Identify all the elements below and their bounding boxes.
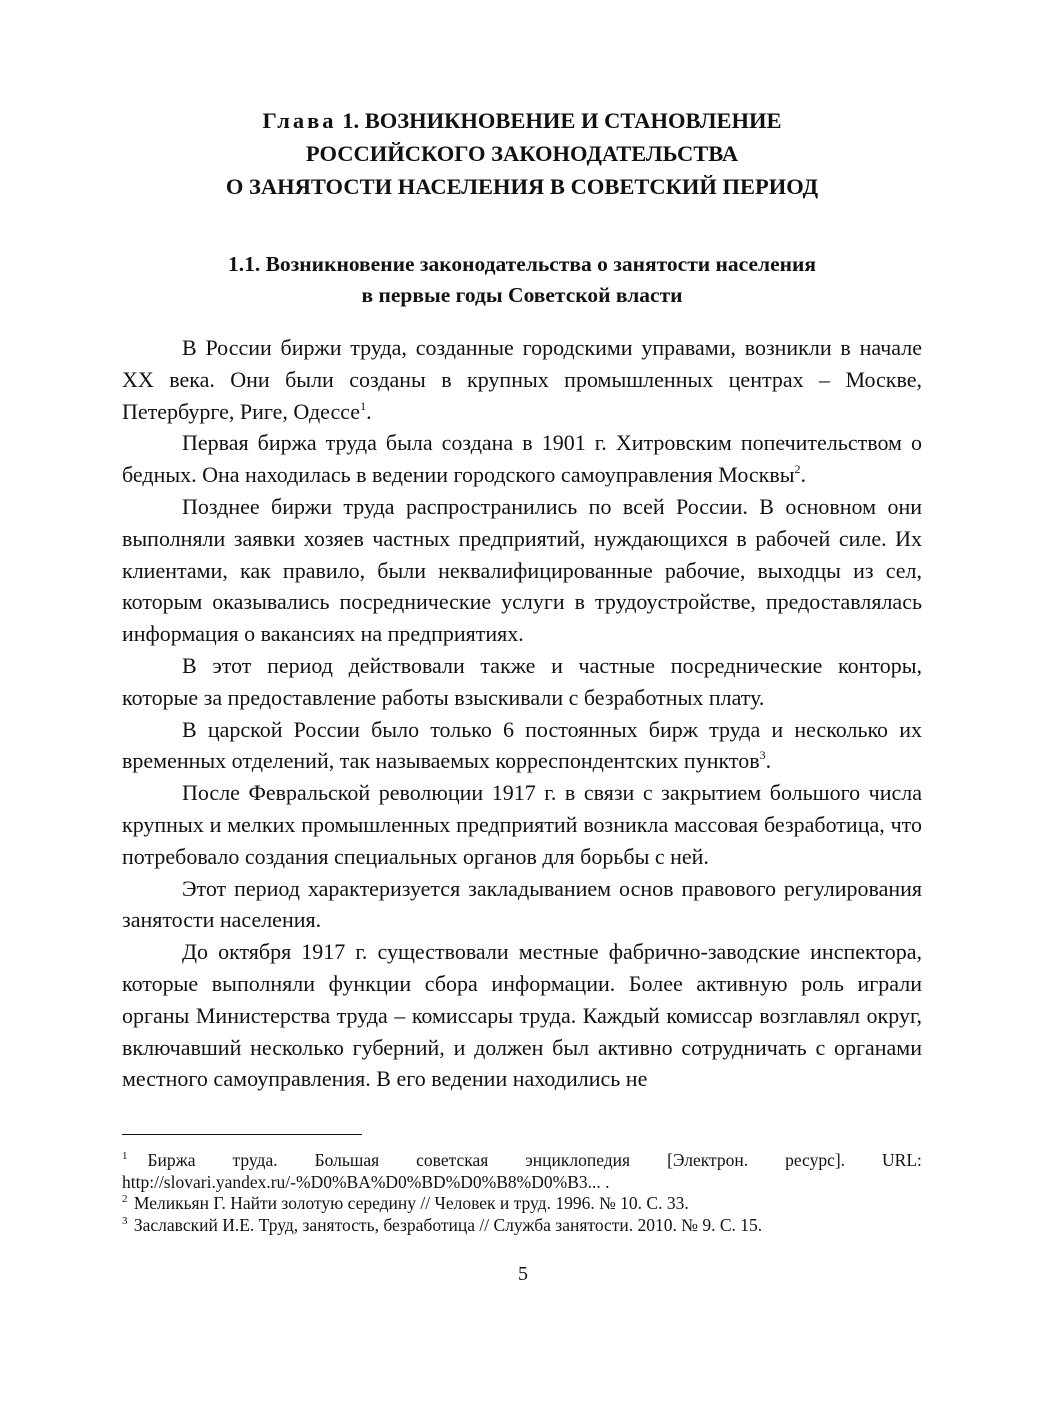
paragraph: До октября 1917 г. существовали местные фабрично-заводские инспектора, которые выполняли функции сбора информации. Более активную роль играли органы Министерства труда – комиссары труда. Каждый комиссар возглавлял округ, включавший несколько губерний, и должен был активно сотрудничать с органами местного самоуправления. В его ведении находились не bbox=[122, 939, 922, 1092]
chapter-title bbox=[122, 104, 922, 203]
section-title bbox=[122, 249, 922, 311]
chapter-title-line-1 bbox=[122, 104, 922, 137]
paragraph: Позднее биржи труда распространились по всей России. В основном они выполняли заявки хозяев частных предприятий, нуждающихся в рабочей силе. Их клиентами, как правило, были неквалифицированные рабочие, выходцы из сел, которым оказывались посреднические услуги в трудоустройстве, предоставлялась информация о вакансиях на предприятиях. bbox=[122, 493, 922, 647]
footnote-ref: 3 bbox=[759, 748, 766, 763]
footnote-word: труда. bbox=[232, 1150, 278, 1170]
footnote-text: Заславский И.Е. Труд, занятость, безработица // Служба занятости. 2010. № 9. С. 15. bbox=[133, 1214, 763, 1235]
page-number: 5 bbox=[518, 1263, 528, 1285]
chapter-label: Глава bbox=[262, 108, 337, 133]
footnote-2 bbox=[122, 1193, 922, 1215]
footnote-1-url: http://slovari.yandex.ru/-%D0%BA%D0%BD%D0%B8%D0%B3... . bbox=[122, 1171, 610, 1192]
footnote-text: Меликьян Г. Найти золотую середину // Человек и труд. 1996. № 10. С. 33. bbox=[133, 1193, 689, 1213]
footnote-word: [Электрон. bbox=[667, 1150, 749, 1170]
chapter-title-text: 1. ВОЗНИКНОВЕНИЕ И СТАНОВЛЕНИЕ bbox=[342, 108, 782, 133]
footnote-number: 3 bbox=[122, 1214, 128, 1227]
footnote-word: Биржа bbox=[147, 1150, 196, 1170]
footnote-separator bbox=[122, 1134, 362, 1135]
footnote-number-sup: 1 bbox=[122, 1150, 128, 1162]
footnote-word: советская bbox=[416, 1150, 489, 1170]
footnote-3 bbox=[122, 1215, 922, 1237]
footnote-ref: 2 bbox=[794, 462, 801, 477]
paragraph: В этот период действовали также и частные посреднические конторы, которые за предоставление работы взыскивали с безработных плату. bbox=[122, 652, 922, 710]
paragraph: Первая биржа труда была создана в 1901 г. Хитровским попечительством о бедных. Она находилась в ведении городского самоуправления Москвы$^2$. bbox=[122, 430, 922, 488]
footnote-number bbox=[122, 1150, 196, 1172]
footnotes bbox=[122, 1150, 922, 1236]
chapter-title-line-3: О ЗАНЯТОСТИ НАСЕЛЕНИЯ В СОВЕТСКИЙ ПЕРИОД bbox=[225, 174, 819, 199]
footnote-number: 2 bbox=[122, 1193, 128, 1205]
footnote-ref: 1 bbox=[360, 398, 367, 413]
paragraph: В России биржи труда, созданные городскими управами, возникли в начале XX века. Они были созданы в крупных промышленных центрах – Москве, Петербурге, Риге, Одессе$^1$. bbox=[122, 335, 922, 424]
footnote-word: Большая bbox=[314, 1150, 380, 1170]
paragraph: В царской России было только 6 постоянных бирж труда и несколько их временных отделений, так называемых корреспондентских пунктов$^3$. bbox=[122, 716, 922, 774]
footnote-word: ресурс]. bbox=[785, 1150, 846, 1170]
paragraph-text: В царской России было только 6 постоянных бирж труда и несколько их временных отделений, так называемых корреспондентских пунктов bbox=[122, 716, 922, 774]
body-text bbox=[122, 332, 922, 1095]
paragraph-text: В России биржи труда, созданные городскими управами, возникли в начале XX века. Они были созданы в крупных промышленных центрах – Москве, Петербурге, Риге, Одессе bbox=[122, 335, 922, 424]
paragraph: Этот период характеризуется закладыванием основ правового регулирования занятости населения. bbox=[122, 875, 922, 933]
chapter-title-line-2: РОССИЙСКОГО ЗАКОНОДАТЕЛЬСТВА bbox=[305, 141, 739, 166]
footnote-word: энциклопедия bbox=[525, 1150, 631, 1170]
paragraph-text: Первая биржа труда была создана в 1901 г. Хитровским попечительством о бедных. Она находилась в ведении городского самоуправления Москвы bbox=[122, 430, 922, 488]
footnote-word: URL: bbox=[882, 1150, 922, 1170]
section-title-line-2: в первые годы Советской власти bbox=[361, 283, 683, 307]
section-title-line-1: 1.1. Возникновение законодательства о занятости населения bbox=[227, 252, 817, 276]
footnote-1 bbox=[122, 1150, 922, 1193]
paragraph: После Февральской революции 1917 г. в связи с закрытием большого числа крупных и мелких промышленных предприятий возникла массовая безработица, что потребовало создания специальных органов для борьбы с ней. bbox=[122, 780, 922, 869]
footnote-1-line-1 bbox=[122, 1150, 922, 1172]
